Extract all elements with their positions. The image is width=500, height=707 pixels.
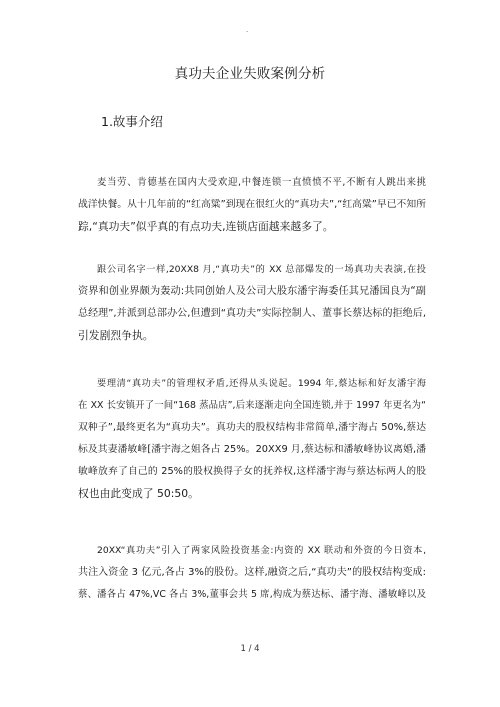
paragraph-line: 在 XX 长安镇开了一间“168 蒸品店”,后来逐渐走向全国连锁,并于 1997 年更名为“ <box>78 400 426 411</box>
header-mark: . <box>246 26 249 34</box>
paragraph-2 <box>78 259 426 347</box>
paragraph-line: 踪,“真功夫”似乎真的有点功夫,连锁店面越来越多了。 <box>78 220 334 233</box>
paragraph-line: 战洋快餐。从十几年前的“红高粱”到现在很红火的“真功夫”,“红高粱”早已不知所 <box>78 199 426 210</box>
paragraph-line: 蔡、潘各占 47%,VC 各占 3%,董事会共 5 席,构成为蔡达标、潘宇海、潘敏峰以及 <box>78 589 426 600</box>
section-heading: 1.故事介绍 <box>101 114 163 129</box>
document-title: 真功夫企业失败案例分析 <box>174 66 326 82</box>
paragraph-line: 标及其妻潘敏峰[潘宇海之姐各占 25%。20XX9 月,蔡达标和潘敏峰协议离婚,潘 <box>78 444 426 455</box>
paragraph-line: 总经理”,并派到总部办公,但遭到“真功夫”实际控制人、董事长蔡达标的拒绝后, <box>78 308 426 319</box>
paragraph-line: 跟公司名字一样,20XX8 月,“真功夫”的 XX 总部爆发的一场真功夫表演,在投 <box>97 264 426 275</box>
paragraph-line: 麦当劳、肯德基在国内大受欢迎,中餐连锁一直愤愤不平,不断有人跳出来挑 <box>97 177 426 188</box>
paragraph-line: 20XX“真功夫”引入了两家风险投资基金:内资的 XX 联动和外资的今日资本, <box>97 545 426 556</box>
paragraph-4 <box>78 540 426 606</box>
paragraph-line: 资界和创业界颇为轰动:共同创始人及公司大股东潘宇海委任其兄潘国良为“副 <box>78 286 426 297</box>
paragraph-line: 双种子”,最终更名为“真功夫”。真功夫的股权结构非常简单,潘宇海占 50%,蔡达 <box>78 422 426 433</box>
paragraph-line: 敏峰放弃了自己的 25%的股权换得子女的抚养权,这样潘宇海与蔡达标两人的股 <box>78 466 426 477</box>
page-number: 1 / 4 <box>240 644 260 654</box>
paragraph-line: 权也由此变成了 50:50。 <box>78 487 199 500</box>
paragraph-line: 要理清“真功夫”的管理权矛盾,还得从头说起。1994 年,蔡达标和好友潘宇海 <box>97 378 426 389</box>
paragraph-1 <box>78 172 426 238</box>
paragraph-line: 共注入资金 3 亿元,各占 3%的股份。这样,融资之后,“真功夫”的股权结构变成: <box>78 567 426 578</box>
paragraph-line: 引发剧烈争执。 <box>78 329 154 342</box>
paragraph-3 <box>78 373 426 505</box>
